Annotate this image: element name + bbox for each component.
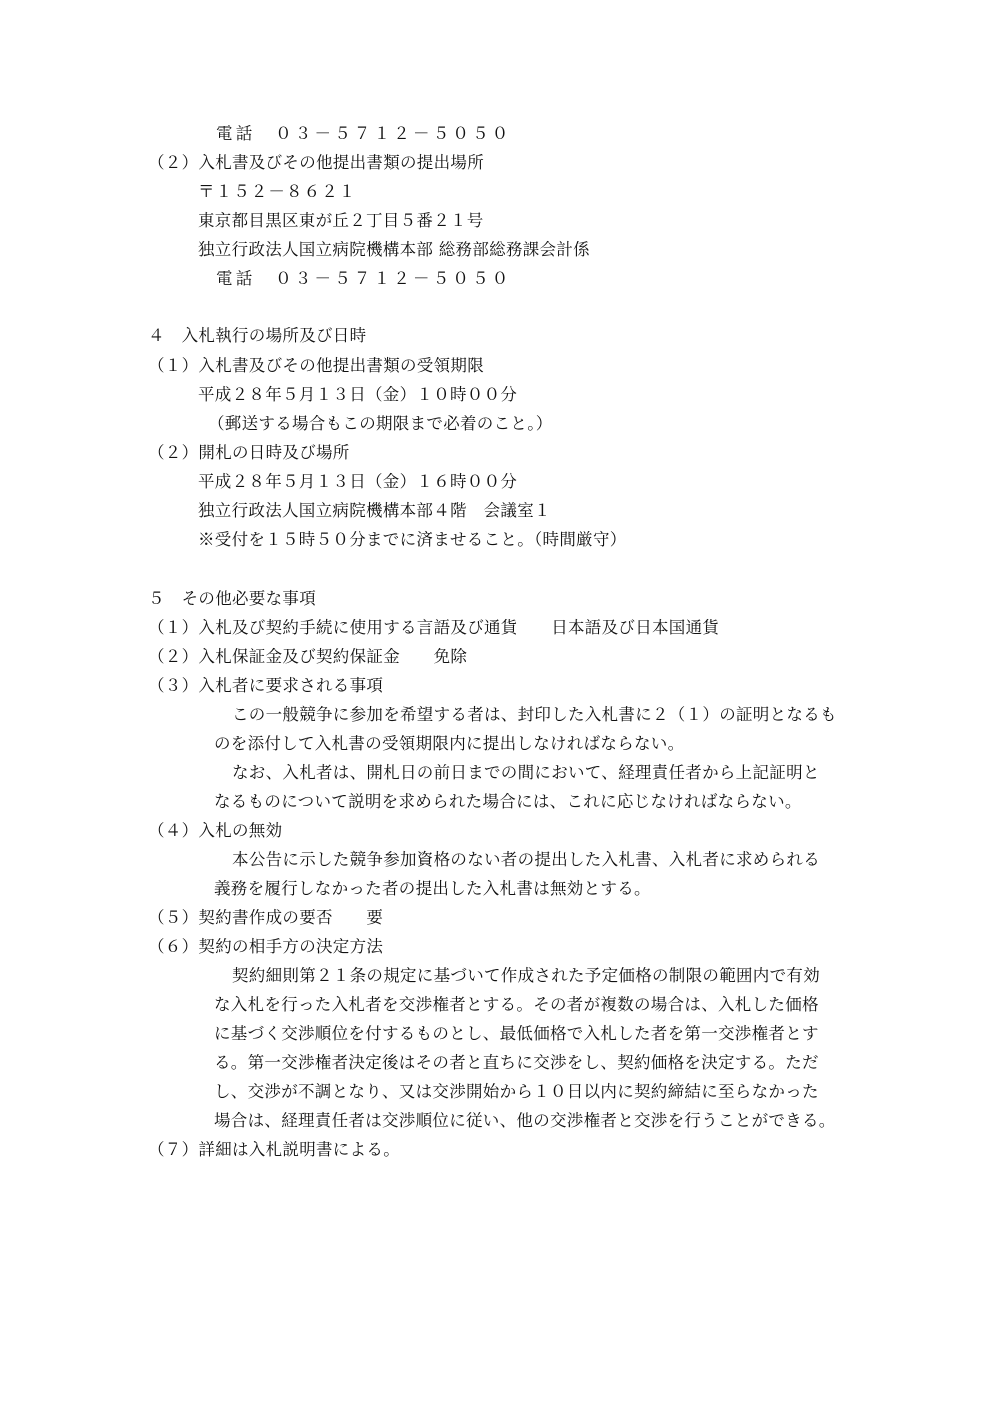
- submission-place-label: （２）入札書及びその他提出書類の提出場所: [148, 153, 484, 172]
- contractor-method-label: （６）契約の相手方の決定方法: [148, 937, 384, 956]
- details-reference: （７）詳細は入札説明書による。: [148, 1140, 400, 1159]
- language-currency: （１）入札及び契約手続に使用する言語及び通貨 日本語及び日本国通貨: [148, 618, 720, 637]
- tel-number-upper: 電話 ０３－５７１２－５０５０: [216, 124, 512, 143]
- tel-number-lower: 電話 ０３－５７１２－５０５０: [216, 269, 512, 288]
- invalid-bid-line: 本公告に示した競争参加資格のない者の提出した入札書、入札者に求められる: [232, 850, 820, 869]
- opening-datetime: 平成２８年５月１３日（金）１６時００分: [198, 472, 518, 491]
- invalid-bid-label: （４）入札の無効: [148, 821, 283, 840]
- opening-place: 独立行政法人国立病院機構本部４階 会議室１: [198, 501, 551, 520]
- organization: 独立行政法人国立病院機構本部 総務部総務課会計係: [198, 240, 590, 259]
- bidder-requirements-line: のを添付して入札書の受領期限内に提出しなければならない。: [214, 734, 685, 753]
- contractor-method-line: し、交渉が不調となり、又は交渉開始から１０日以内に契約締結に至らなかった: [214, 1082, 819, 1101]
- invalid-bid-line: 義務を履行しなかった者の提出した入札書は無効とする。: [214, 879, 651, 898]
- section-4-heading: ４ 入札執行の場所及び日時: [148, 326, 367, 345]
- receipt-deadline-datetime: 平成２８年５月１３日（金）１０時００分: [198, 385, 518, 404]
- contractor-method-line: に基づく交渉順位を付するものとし、最低価格で入札した者を第一交渉権者とす: [214, 1024, 819, 1043]
- contractor-method-line: 場合は、経理責任者は交渉順位に従い、他の交渉権者と交渉を行うことができる。: [214, 1111, 836, 1130]
- bidder-requirements-line: なるものについて説明を求められた場合には、これに応じなければならない。: [214, 792, 802, 811]
- section-5-heading: ５ その他必要な事項: [148, 589, 316, 608]
- postal-code: 〒１５２－８６２１: [198, 182, 357, 201]
- bidder-requirements-line: この一般競争に参加を希望する者は、封印した入札書に２（１）の証明となるも: [232, 705, 837, 724]
- opening-note: ※受付を１５時５０分までに済ませること。（時間厳守）: [198, 530, 627, 549]
- contract-document-required: （５）契約書作成の要否 要: [148, 908, 384, 927]
- bidder-requirements-label: （３）入札者に要求される事項: [148, 676, 384, 695]
- contractor-method-line: 契約細則第２１条の規定に基づいて作成された予定価格の制限の範囲内で有効: [232, 966, 820, 985]
- bidder-requirements-line: なお、入札者は、開札日の前日までの間において、経理責任者から上記証明と: [232, 763, 820, 782]
- address: 東京都目黒区東が丘２丁目５番２１号: [198, 211, 484, 230]
- receipt-deadline-note: （郵送する場合もこの期限まで必着のこと。）: [208, 414, 553, 433]
- contractor-method-line: な入札を行った入札者を交渉権者とする。その者が複数の場合は、入札した価格: [214, 995, 819, 1014]
- contractor-method-line: る。第一交渉権者決定後はその者と直ちに交渉をし、契約価格を決定する。ただ: [214, 1053, 819, 1072]
- receipt-deadline-label: （１）入札書及びその他提出書類の受領期限: [148, 356, 484, 375]
- bid-guarantee: （２）入札保証金及び契約保証金 免除: [148, 647, 468, 666]
- opening-label: （２）開札の日時及び場所: [148, 443, 350, 462]
